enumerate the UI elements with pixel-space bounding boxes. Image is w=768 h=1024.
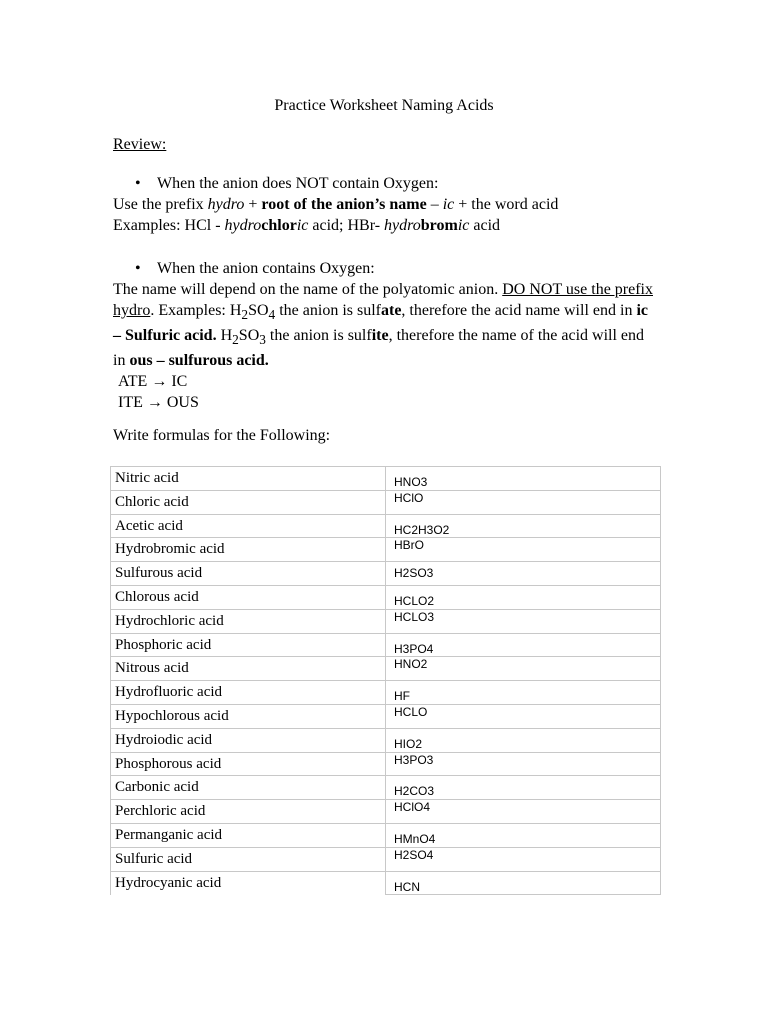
formula-answer-cell[interactable] bbox=[386, 538, 661, 562]
bullet-text: When the anion does NOT contain Oxygen: bbox=[157, 175, 439, 192]
acid-name-cell: Phosphoric acid bbox=[111, 633, 386, 657]
table-row bbox=[111, 585, 661, 609]
formula-answer-cell[interactable] bbox=[386, 800, 661, 824]
formula-answer: HNO2 bbox=[394, 657, 428, 672]
table-row bbox=[111, 681, 661, 705]
acid-name-cell: Hydrocyanic acid bbox=[111, 871, 386, 895]
acid-name-cell: Hypochlorous acid bbox=[111, 704, 386, 728]
bullet-icon: • bbox=[135, 260, 141, 277]
formula-answer-cell[interactable] bbox=[386, 823, 661, 847]
acid-name-cell: Hydrochloric acid bbox=[111, 609, 386, 633]
table-row bbox=[111, 514, 661, 538]
formula-answer: H3PO3 bbox=[394, 752, 434, 767]
write-prompt: Write formulas for the Following: bbox=[113, 427, 331, 444]
formula-answer-cell[interactable] bbox=[386, 776, 661, 800]
acid-name-cell: Hydrobromic acid bbox=[111, 538, 386, 562]
table-row bbox=[111, 847, 661, 871]
table-row bbox=[111, 800, 661, 824]
formula-answer: HF bbox=[394, 689, 410, 704]
rule-with-oxygen bbox=[113, 258, 658, 413]
formula-answer: H2SO4 bbox=[394, 847, 434, 862]
table-row bbox=[111, 823, 661, 847]
table-row bbox=[111, 490, 661, 514]
acid-name-cell: Chloric acid bbox=[111, 490, 386, 514]
table-row bbox=[111, 752, 661, 776]
acid-name-cell: Hydrofluoric acid bbox=[111, 681, 386, 705]
formula-answer-cell[interactable] bbox=[386, 728, 661, 752]
acid-name-cell: Nitrous acid bbox=[111, 657, 386, 681]
formula-answer-cell[interactable] bbox=[386, 847, 661, 871]
formula-answer-cell[interactable] bbox=[386, 562, 661, 586]
formula-answer-cell[interactable] bbox=[386, 704, 661, 728]
table-row bbox=[111, 633, 661, 657]
table-row bbox=[111, 704, 661, 728]
table-row bbox=[111, 538, 661, 562]
formula-answer: HMnO4 bbox=[394, 831, 436, 846]
formula-answer: HCLO2 bbox=[394, 593, 435, 608]
formula-answer: HNO3 bbox=[394, 475, 428, 489]
rule-no-oxygen bbox=[113, 173, 673, 236]
formula-answer: HIO2 bbox=[394, 736, 423, 751]
acid-name-cell: Nitric acid bbox=[111, 467, 386, 491]
formula-answer-cell[interactable] bbox=[386, 467, 661, 491]
formula-answer-cell[interactable] bbox=[386, 681, 661, 705]
formula-answer: HClO4 bbox=[394, 800, 431, 815]
ate-ic-rule: ATE → IC bbox=[118, 373, 188, 391]
acid-name-cell: Sulfuric acid bbox=[111, 847, 386, 871]
formula-answer-cell[interactable] bbox=[386, 633, 661, 657]
review-heading: Review: bbox=[113, 136, 167, 153]
formula-answer: HCLO bbox=[394, 704, 428, 719]
bullet-with-oxygen bbox=[113, 258, 658, 279]
ite-ous-rule: ITE → OUS bbox=[118, 394, 199, 412]
table-row bbox=[111, 467, 661, 491]
rule1-line1: Use the prefix hydro + root of the anion’s name – ic + the word acid bbox=[113, 196, 559, 213]
formula-answer-cell[interactable] bbox=[386, 871, 661, 895]
table-row bbox=[111, 871, 661, 895]
bullet-text: When the anion contains Oxygen: bbox=[157, 260, 375, 277]
acid-name-cell: Acetic acid bbox=[111, 514, 386, 538]
formula-answer: H2CO3 bbox=[394, 784, 435, 799]
bullet-icon: • bbox=[135, 175, 141, 192]
formula-answer-cell[interactable] bbox=[386, 585, 661, 609]
formula-answer: H2SO3 bbox=[394, 566, 434, 581]
table-row bbox=[111, 562, 661, 586]
formula-answer: HCN bbox=[394, 879, 420, 894]
formula-answer-cell[interactable] bbox=[386, 609, 661, 633]
formula-answer-cell[interactable] bbox=[386, 752, 661, 776]
table-row bbox=[111, 776, 661, 800]
bullet-no-oxygen bbox=[113, 173, 673, 194]
acid-name-cell: Phosphorous acid bbox=[111, 752, 386, 776]
formula-answer-cell[interactable] bbox=[386, 657, 661, 681]
formula-answer-cell[interactable] bbox=[386, 514, 661, 538]
formula-answer: HBrO bbox=[394, 538, 424, 553]
acid-name-cell: Carbonic acid bbox=[111, 776, 386, 800]
acid-name-cell: Hydroiodic acid bbox=[111, 728, 386, 752]
acid-name-cell: Perchloric acid bbox=[111, 800, 386, 824]
table-row bbox=[111, 728, 661, 752]
formula-answer: H3PO4 bbox=[394, 641, 434, 656]
table-row bbox=[111, 657, 661, 681]
acid-name-cell: Sulfurous acid bbox=[111, 562, 386, 586]
rule1-examples: Examples: HCl - hydrochloric acid; HBr- hydrobromic acid bbox=[113, 217, 501, 234]
rule2-paragraph: The name will depend on the name of the polyatomic anion. DO NOT use the prefix hydro. Examples: $H_2SO_4$ the anion is sulfate, therefore the acid name will end in ic – Sulfuric acid. $H_2SO_3$ the anion is sulfite, therefore the name of the acid will end in ous – sulfurous acid. bbox=[113, 281, 653, 370]
acid-name-cell: Permanganic acid bbox=[111, 823, 386, 847]
table-row bbox=[111, 609, 661, 633]
page-title: Practice Worksheet Naming Acids bbox=[274, 97, 494, 114]
acid-formula-table bbox=[110, 466, 661, 895]
formula-answer: HC2H3O2 bbox=[394, 522, 450, 537]
acid-name-cell: Chlorous acid bbox=[111, 585, 386, 609]
formula-answer-cell[interactable] bbox=[386, 490, 661, 514]
formula-answer: HClO bbox=[394, 490, 424, 505]
formula-answer: HCLO3 bbox=[394, 609, 435, 624]
